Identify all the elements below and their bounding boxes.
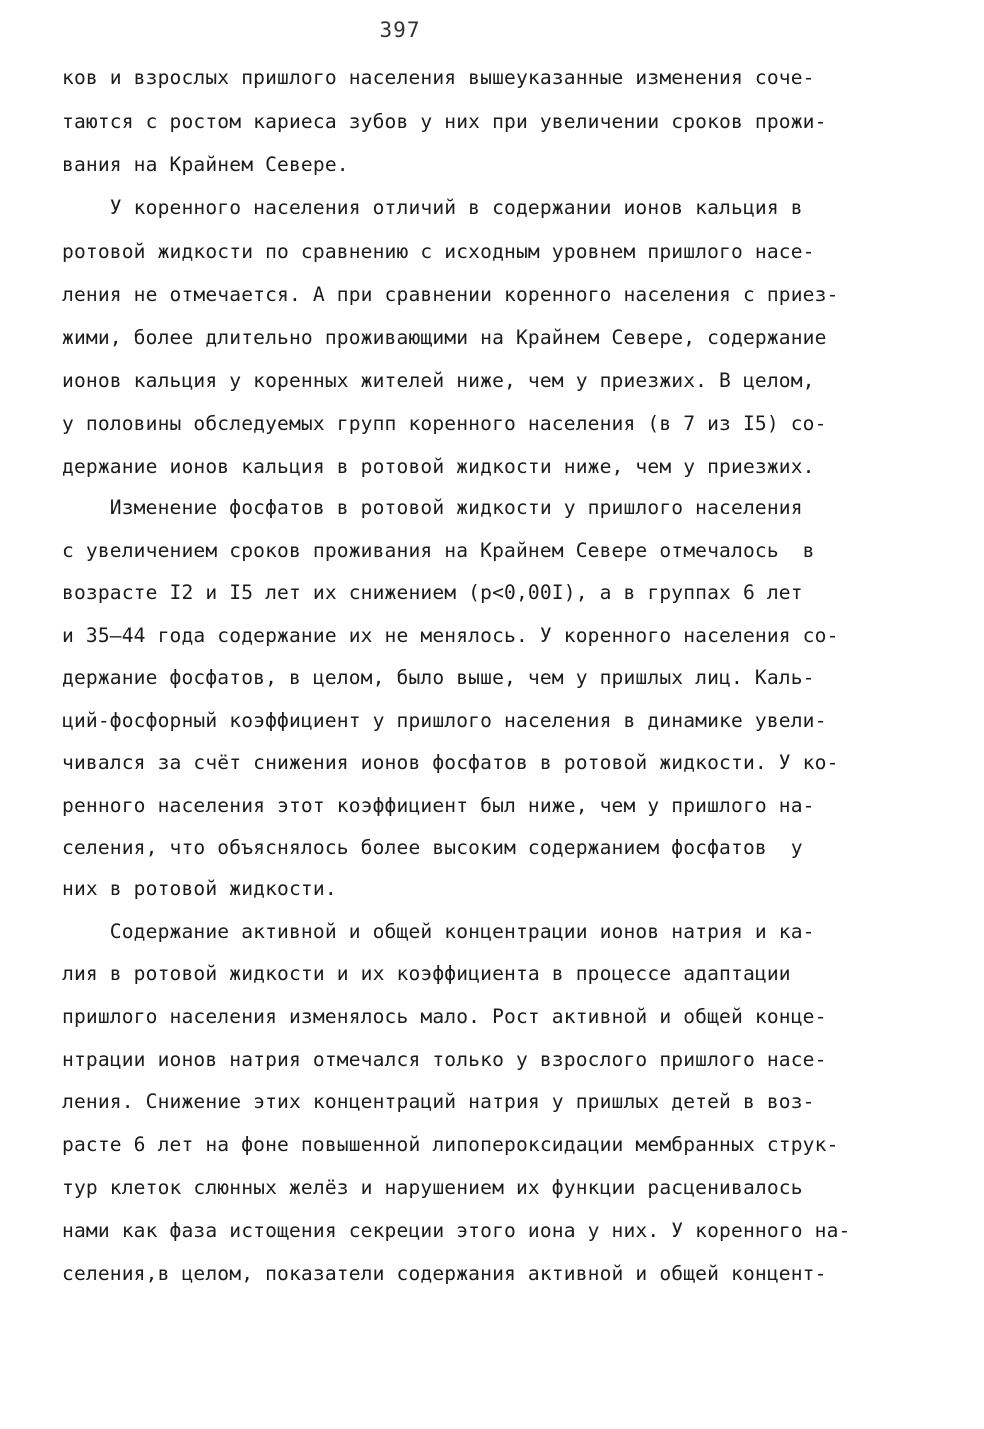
text-line: пришлого населения изменялось мало. Рост активной и общей конце- — [62, 1005, 827, 1028]
text-line: лия в ротовой жидкости и их коэффициента в процессе адаптации — [62, 962, 791, 985]
text-line: ций-фосфорный коэффициент у пришлого населения в динамике увели- — [62, 709, 827, 732]
text-line: держание фосфатов, в целом, было выше, чем у пришлых лиц. Каль- — [62, 666, 815, 689]
text-line: и 35–44 года содержание их не менялось. У коренного населения со- — [62, 624, 839, 647]
text-line: с увеличением сроков проживания на Крайнем Севере отмечалось в — [62, 539, 815, 562]
text-line: тур клеток слюнных желёз и нарушением их функции расценивалось — [62, 1176, 803, 1199]
text-line: селения,в целом, показатели содержания активной и общей концент- — [62, 1262, 827, 1285]
text-line: ков и взрослых пришлого населения вышеуказанные изменения соче- — [62, 66, 815, 89]
text-line: ления не отмечается. А при сравнении коренного населения с приез- — [62, 283, 839, 306]
text-line: ротовой жидкости по сравнению с исходным уровнем пришлого насе- — [62, 240, 815, 263]
text-line: возрасте I2 и I5 лет их снижением (p<0,00I), а в группах 6 лет — [62, 581, 803, 604]
text-line: ренного населения этот коэффициент был ниже, чем у пришлого на- — [62, 794, 815, 817]
text-line: ления. Снижение этих концентраций натрия у пришлых детей в воз- — [62, 1090, 815, 1113]
text-line: У коренного населения отличий в содержании ионов кальция в — [62, 196, 803, 219]
text-line: них в ротовой жидкости. — [62, 877, 337, 900]
text-line: жими, более длительно проживающими на Крайнем Севере, содержание — [62, 326, 827, 349]
text-line: селения, что объяснялось более высоким содержанием фосфатов у — [62, 836, 803, 859]
text-line: таются с ростом кариеса зубов у них при увеличении сроков прожи- — [62, 110, 827, 133]
text-line: расте 6 лет на фоне повышенной липопероксидации мембранных струк- — [62, 1133, 839, 1156]
text-line: нами как фаза истощения секреции этого иона у них. У коренного на- — [62, 1219, 851, 1242]
text-line: нтрации ионов натрия отмечался только у взрослого пришлого насе- — [62, 1048, 827, 1071]
text-line: ионов кальция у коренных жителей ниже, чем у приезжих. В целом, — [62, 369, 815, 392]
text-line: вания на Крайнем Севере. — [62, 153, 349, 176]
text-line: у половины обследуемых групп коренного населения (в 7 из I5) со- — [62, 412, 827, 435]
text-line: держание ионов кальция в ротовой жидкости ниже, чем у приезжих. — [62, 455, 815, 478]
text-line: чивался за счёт снижения ионов фосфатов в ротовой жидкости. У ко- — [62, 751, 839, 774]
page-number: 397 — [379, 18, 421, 42]
text-line: Содержание активной и общей концентрации ионов натрия и ка- — [62, 920, 815, 943]
text-line: Изменение фосфатов в ротовой жидкости у пришлого населения — [62, 496, 803, 519]
